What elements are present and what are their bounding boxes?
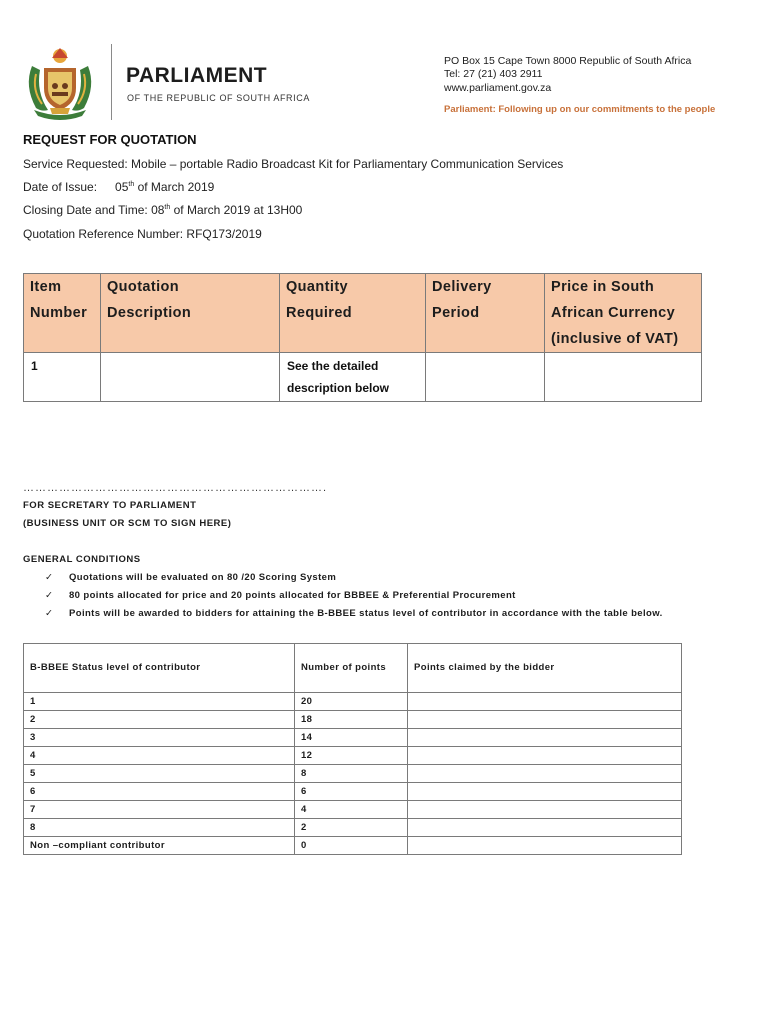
quantity-text: description below bbox=[287, 381, 390, 395]
organisation-name: PARLIAMENT bbox=[126, 64, 268, 87]
cell-claimed[interactable] bbox=[408, 783, 682, 801]
header-divider bbox=[111, 44, 112, 120]
signatory-note: (BUSINESS UNIT OR SCM TO SIGN HERE) bbox=[23, 518, 232, 529]
cell-claimed[interactable] bbox=[408, 819, 682, 837]
cell-claimed[interactable] bbox=[408, 711, 682, 729]
cell-claimed[interactable] bbox=[408, 693, 682, 711]
cell-level: 7 bbox=[24, 801, 295, 819]
cell-claimed[interactable] bbox=[408, 837, 682, 855]
condition-text: Points will be awarded to bidders for attaining the B-BBEE status level of contributor in accordance with the table below. bbox=[69, 608, 663, 619]
checkmark-icon: ✓ bbox=[45, 608, 54, 619]
header-text: Delivery bbox=[432, 279, 492, 295]
list-item bbox=[45, 607, 663, 625]
header-item-number bbox=[24, 274, 101, 353]
header-delivery-period bbox=[426, 274, 545, 353]
cell-level: 6 bbox=[24, 783, 295, 801]
closing-date-suffix: th bbox=[164, 204, 171, 211]
table-row bbox=[24, 837, 682, 855]
header-text: Period bbox=[432, 305, 480, 321]
header-status-level: B-BBEE Status level of contributor bbox=[24, 644, 295, 693]
cell-level: 3 bbox=[24, 729, 295, 747]
postal-address: PO Box 15 Cape Town 8000 Republic of South Africa bbox=[444, 55, 692, 67]
cell-claimed[interactable] bbox=[408, 765, 682, 783]
cell-points: 8 bbox=[295, 765, 408, 783]
condition-text: 80 points allocated for price and 20 points allocated for BBBEE & Preferential Procurement bbox=[69, 590, 516, 601]
bbbee-header-row bbox=[24, 644, 682, 693]
header-text: Quotation bbox=[107, 279, 180, 295]
closing-date-rest: of March 2019 at 13H00 bbox=[170, 203, 303, 217]
cell-level: 1 bbox=[24, 693, 295, 711]
website-link[interactable]: www.parliament.gov.za bbox=[444, 82, 552, 94]
header-text: Item bbox=[30, 279, 62, 295]
table-row bbox=[24, 819, 682, 837]
cell-level: 8 bbox=[24, 819, 295, 837]
list-item bbox=[45, 589, 663, 607]
cell-quantity bbox=[280, 353, 426, 402]
organisation-subtitle: OF THE REPUBLIC OF SOUTH AFRICA bbox=[127, 93, 310, 103]
checkmark-icon: ✓ bbox=[45, 572, 54, 583]
table-row bbox=[24, 801, 682, 819]
header-text: Required bbox=[286, 305, 353, 321]
date-of-issue-day: 05 bbox=[115, 180, 129, 194]
header-text: African Currency bbox=[551, 305, 676, 321]
table-row bbox=[24, 353, 702, 402]
date-of-issue-rest: of March 2019 bbox=[134, 180, 215, 194]
date-of-issue bbox=[23, 180, 214, 194]
cell-delivery[interactable] bbox=[426, 353, 545, 402]
quotation-table-header-row bbox=[24, 274, 702, 353]
telephone: Tel: 27 (21) 403 2911 bbox=[444, 68, 543, 80]
header-number-of-points: Number of points bbox=[295, 644, 408, 693]
cell-points: 6 bbox=[295, 783, 408, 801]
cell-claimed[interactable] bbox=[408, 729, 682, 747]
header-quantity-required bbox=[280, 274, 426, 353]
date-of-issue-label: Date of Issue: bbox=[23, 180, 98, 194]
list-item bbox=[45, 571, 663, 589]
cell-points: 14 bbox=[295, 729, 408, 747]
signatory-label: FOR SECRETARY TO PARLIAMENT bbox=[23, 500, 197, 511]
cell-points: 0 bbox=[295, 837, 408, 855]
conditions-heading: GENERAL CONDITIONS bbox=[23, 554, 141, 565]
cell-claimed[interactable] bbox=[408, 747, 682, 765]
header-price bbox=[545, 274, 702, 353]
parliament-coat-of-arms-logo bbox=[22, 46, 98, 120]
signature-line: …………………………………………………………………. bbox=[23, 482, 328, 494]
header-text: Price in South bbox=[551, 279, 655, 295]
header-text: Number bbox=[30, 305, 88, 321]
cell-points: 18 bbox=[295, 711, 408, 729]
header-points-claimed: Points claimed by the bidder bbox=[408, 644, 682, 693]
header-text: Description bbox=[107, 305, 192, 321]
checkmark-icon: ✓ bbox=[45, 590, 54, 601]
header-text: (inclusive of VAT) bbox=[551, 331, 679, 347]
table-row bbox=[24, 729, 682, 747]
table-row bbox=[24, 747, 682, 765]
cell-description[interactable] bbox=[101, 353, 280, 402]
tagline: Parliament: Following up on our commitments to the people bbox=[444, 104, 716, 115]
conditions-list bbox=[45, 571, 663, 625]
quotation-reference: Quotation Reference Number: RFQ173/2019 bbox=[23, 227, 262, 241]
cell-points: 20 bbox=[295, 693, 408, 711]
header-text: Quantity bbox=[286, 279, 349, 295]
cell-claimed[interactable] bbox=[408, 801, 682, 819]
cell-points: 2 bbox=[295, 819, 408, 837]
quantity-text: See the detailed bbox=[287, 359, 379, 373]
cell-price[interactable] bbox=[545, 353, 702, 402]
cell-item-number: 1 bbox=[24, 353, 101, 402]
table-row bbox=[24, 765, 682, 783]
cell-level: 4 bbox=[24, 747, 295, 765]
service-requested: Service Requested: Mobile – portable Radio Broadcast Kit for Parliamentary Communication Services bbox=[23, 157, 564, 171]
cell-points: 12 bbox=[295, 747, 408, 765]
table-row bbox=[24, 711, 682, 729]
header-quotation-description bbox=[101, 274, 280, 353]
closing-date-prefix: Closing Date and Time: 08 bbox=[23, 203, 165, 217]
date-of-issue-suffix: th bbox=[128, 181, 135, 188]
bbbee-points-table bbox=[23, 643, 682, 855]
closing-date bbox=[23, 203, 302, 217]
table-row bbox=[24, 783, 682, 801]
quotation-table bbox=[23, 273, 702, 402]
cell-level: 2 bbox=[24, 711, 295, 729]
cell-points: 4 bbox=[295, 801, 408, 819]
cell-level: Non –compliant contributor bbox=[24, 837, 295, 855]
table-row bbox=[24, 693, 682, 711]
cell-level: 5 bbox=[24, 765, 295, 783]
condition-text: Quotations will be evaluated on 80 /20 Scoring System bbox=[69, 572, 337, 583]
document-title: REQUEST FOR QUOTATION bbox=[23, 132, 197, 147]
